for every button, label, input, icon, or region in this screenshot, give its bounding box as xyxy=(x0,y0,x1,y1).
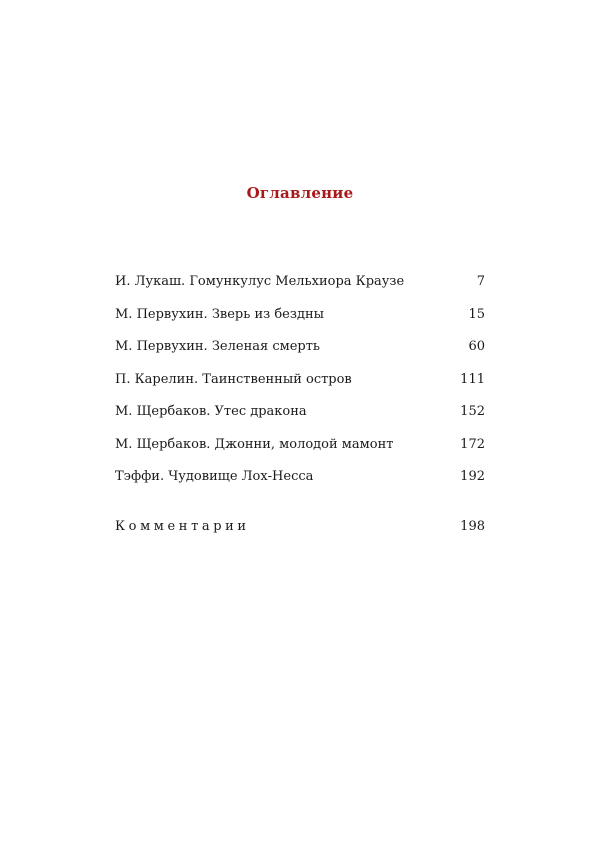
toc-entry-page: 192 xyxy=(460,469,485,484)
toc-entry-page: 15 xyxy=(468,306,485,322)
toc-list xyxy=(115,272,485,500)
toc-entry-page: 152 xyxy=(460,404,485,419)
toc-entry[interactable] xyxy=(115,305,485,338)
toc-entry[interactable] xyxy=(115,272,485,305)
toc-heading: Оглавление xyxy=(246,184,354,202)
toc-entry-page: 172 xyxy=(460,436,485,452)
toc-entry-comments[interactable] xyxy=(115,517,485,537)
toc-entry-title: И. Лукаш. Гомункулус Мельхиора Краузе xyxy=(115,274,405,289)
toc-entry-title: П. Карелин. Таинственный остров xyxy=(115,371,352,387)
toc-entry-title: М. Первухин. Зверь из бездны xyxy=(115,306,324,322)
toc-entry[interactable] xyxy=(115,467,485,500)
toc-entry[interactable] xyxy=(115,337,485,370)
toc-entry-title: М. Щербаков. Джонни, молодой мамонт xyxy=(115,436,394,452)
toc-entry[interactable] xyxy=(115,370,485,403)
toc-appendix-page: 198 xyxy=(460,519,485,534)
toc-entry[interactable] xyxy=(115,435,485,468)
toc-entry-title: М. Щербаков. Утес дракона xyxy=(115,404,307,419)
toc-entry-page: 60 xyxy=(468,339,485,354)
toc-appendix-title: Комментарии xyxy=(115,519,250,534)
toc-entry-title: Тэффи. Чудовище Лох-Несса xyxy=(115,469,314,484)
toc-entry-page: 111 xyxy=(460,371,485,387)
toc-entry[interactable] xyxy=(115,402,485,435)
toc-entry-page: 7 xyxy=(476,274,485,289)
toc-entry-title: М. Первухин. Зеленая смерть xyxy=(115,339,320,354)
